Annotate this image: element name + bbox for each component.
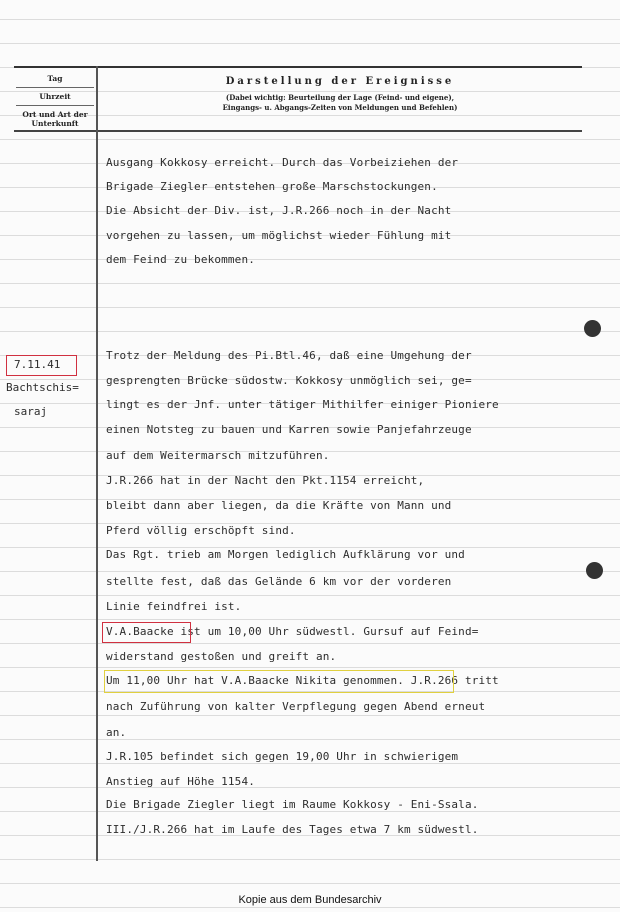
text-line: bleibt dann aber liegen, da die Kräfte von Mann und (106, 499, 452, 512)
text-line: gesprengten Brücke südostw. Kokkosy unmöglich sei, ge= (106, 374, 472, 387)
text-line: stellte fest, daß das Gelände 6 km vor der vorderen (106, 575, 452, 588)
header-bottom-rule (14, 130, 582, 132)
text-line: Anstieg auf Höhe 1154. (106, 775, 255, 788)
date-highlight-box (6, 355, 77, 376)
header-title: Darstellung der Ereignisse (225, 76, 455, 87)
text-line: widerstand gestoßen und greift an. (106, 650, 337, 663)
punch-hole (586, 562, 603, 579)
text-line: J.R.266 hat in der Nacht den Pkt.1154 erreicht, (106, 474, 425, 487)
text-line: Brigade Ziegler entstehen große Marschstockungen. (106, 180, 438, 193)
text-line: an. (106, 726, 127, 739)
header-ort-label: Ort und Art der Unterkunft (22, 110, 88, 128)
header-subtitle-1: (Dabei wichtig: Beurteilung der Lage (Feind- und eigene), (225, 93, 455, 102)
header-subtitle-2: Eingangs- u. Abgangs-Zeiten von Meldungen und Befehlen) (222, 103, 458, 112)
text-line: Um 11,00 Uhr hat V.A.Baacke Nikita genommen. J.R.266 tritt (106, 674, 499, 687)
text-line: lingt es der Jnf. unter tätiger Mithilfer einiger Pioniere (106, 398, 499, 411)
text-line: Pferd völlig erschöpft sind. (106, 524, 296, 537)
text-line: Trotz der Meldung des Pi.Btl.46, daß eine Umgehung der (106, 349, 472, 362)
header-top-rule (14, 66, 582, 68)
faint-footer-print (108, 862, 588, 892)
text-line: III./J.R.266 hat im Laufe des Tages etwa 7 km südwestl. (106, 823, 479, 836)
text-line: J.R.105 befindet sich gegen 19,00 Uhr in schwierigem (106, 750, 459, 763)
name-highlight-box (102, 622, 191, 643)
text-line: Die Brigade Ziegler liegt im Raume Kokkosy - Eni-Ssala. (106, 798, 479, 811)
header-separator (16, 105, 94, 106)
column-divider (96, 66, 98, 861)
header-separator (16, 87, 94, 88)
entry-place-2: saraj (14, 405, 48, 418)
text-line: nach Zuführung von kalter Verpflegung gegen Abend erneut (106, 700, 486, 713)
text-line: dem Feind zu bekommen. (106, 253, 255, 266)
header-tag-label: Tag (47, 74, 63, 83)
text-line: einen Notsteg zu bauen und Karren sowie Panjefahrzeuge (106, 423, 472, 436)
punch-hole (584, 320, 601, 337)
text-line: vorgehen zu lassen, um möglichst wieder Fühlung mit (106, 229, 452, 242)
text-line: Das Rgt. trieb am Morgen lediglich Aufklärung vor und (106, 548, 465, 561)
entry-place-1: Bachtschis= (6, 381, 79, 394)
text-line: V.A.Baacke ist um 10,00 Uhr südwestl. Gursuf auf Feind= (106, 625, 479, 638)
header-left-column (16, 72, 94, 130)
header-main (100, 72, 580, 113)
text-line: Linie feindfrei ist. (106, 600, 242, 613)
sentence-highlight-box (104, 670, 454, 693)
text-line: Die Absicht der Div. ist, J.R.266 noch in der Nacht (106, 204, 452, 217)
header-uhrzeit-label: Uhrzeit (39, 92, 71, 101)
archive-caption: Kopie aus dem Bundesarchiv (238, 894, 382, 906)
text-line: auf dem Weitermarsch mitzuführen. (106, 449, 330, 462)
text-line: Ausgang Kokkosy erreicht. Durch das Vorbeiziehen der (106, 156, 459, 169)
entry-date: 7.11.41 (14, 358, 61, 371)
